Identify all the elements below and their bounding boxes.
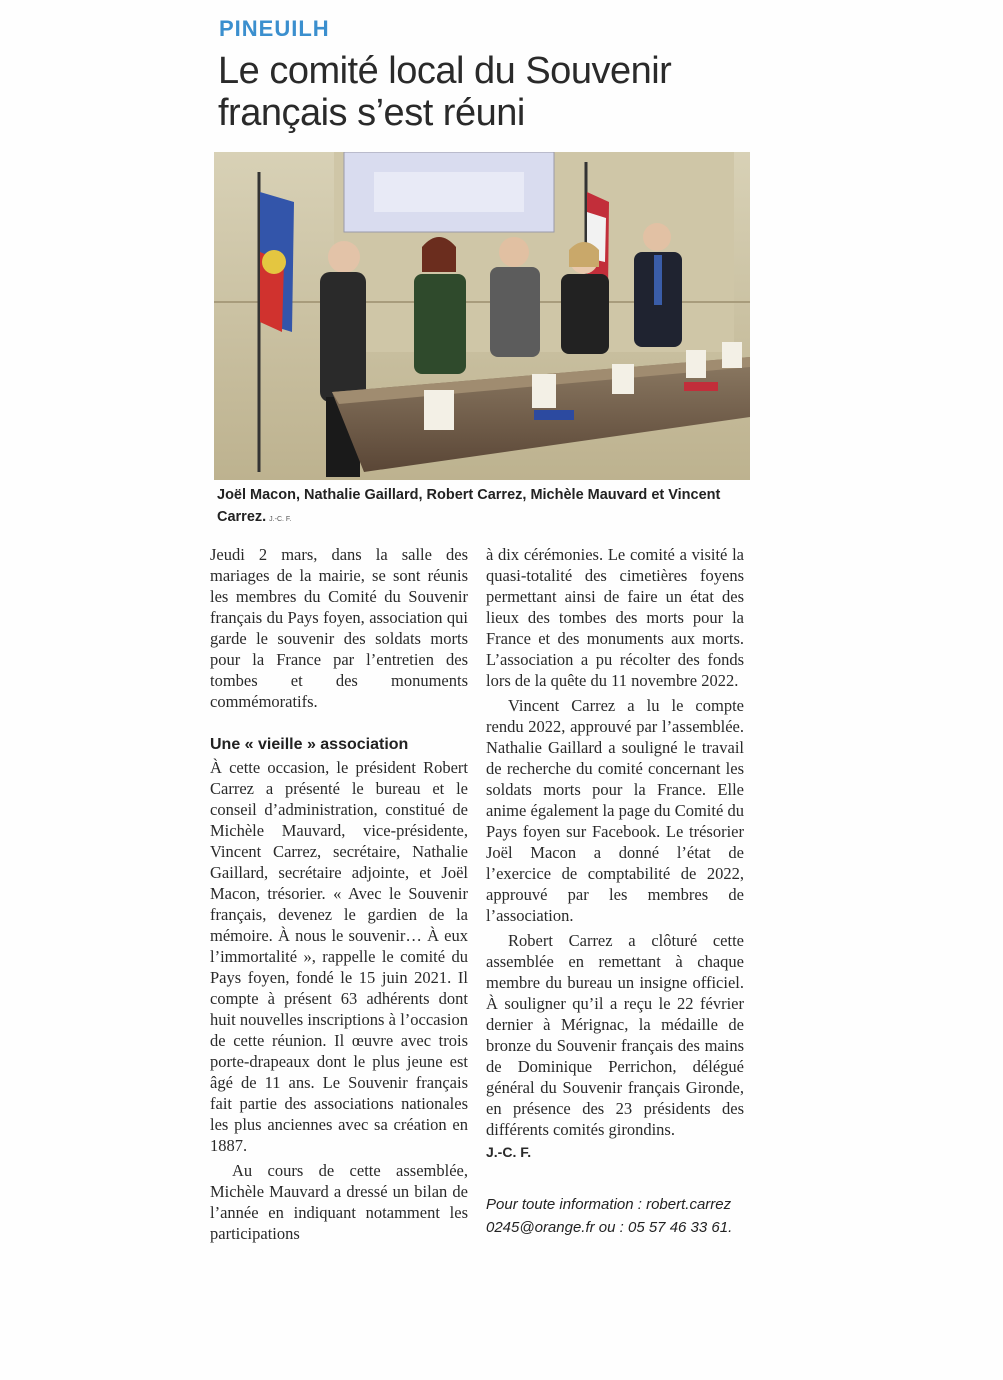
article-photo bbox=[214, 152, 750, 480]
photo-caption bbox=[217, 484, 757, 531]
article-paragraph: Au cours de cette assemblée, Michèle Mauvard a dressé un bilan de l’année en indiquant notamment les participations bbox=[210, 1161, 468, 1243]
article-column-right bbox=[486, 544, 744, 1239]
article-paragraph: Robert Carrez a clôturé cette assemblée en remettant à chaque membre du bureau un insigne officiel. À souligner qu’il a reçu le 22 février dernier à Mérignac, la médaille de bronze du Souvenir français des mains de Dominique Perrichon, délégué général du Souvenir français Gironde, en présence des 23 présidents des différents comités girondins. bbox=[486, 931, 744, 1139]
section-kicker: PINEUILH bbox=[219, 16, 330, 41]
caption-text: Joël Macon, Nathalie Gaillard, Robert Carrez, Michèle Mauvard et Vincent Carrez. bbox=[217, 487, 721, 525]
article-headline: Le comité local du Souvenir français s’est réuni bbox=[218, 50, 672, 134]
article-paragraph: Vincent Carrez a lu le compte rendu 2022, approuvé par l’assemblée. Nathalie Gaillard a souligné le travail de recherche du comité concernant les soldats morts pour la France. Elle anime également la page du Comité du Pays foyen sur Facebook. Le trésorier Joël Macon a donné l’état de l’exercice de comptabilité de 2022, approuvé par les membres de l’association. bbox=[486, 696, 744, 925]
article-subheading: Une « vieille » association bbox=[210, 736, 409, 753]
article-column-left bbox=[210, 544, 468, 1244]
article-signature: J.-C. F. bbox=[486, 1144, 532, 1160]
meeting-photo-illustration bbox=[214, 152, 750, 480]
photo-credit: J.-C. F. bbox=[269, 516, 292, 523]
contact-info: Pour toute information : robert.carrez 0245@orange.fr ou : 05 57 46 33 61. bbox=[486, 1196, 733, 1236]
article-paragraph-intro: Jeudi 2 mars, dans la salle des mariages de la mairie, se sont réunis les membres du Comité du Souvenir français du Pays foyen, association qui garde le souvenir des soldats morts pour la France par l’entretien des tombes et des monuments commémoratifs. bbox=[210, 545, 468, 711]
article-paragraph: à dix cérémonies. Le comité a visité la quasi-totalité des cimetières foyens permettant ainsi de faire un état des lieux des tombes des morts pour la France et des monuments aux morts. L’association a pu récolter des fonds lors de la quête du 11 novembre 2022. bbox=[486, 545, 744, 690]
article-paragraph: À cette occasion, le président Robert Carrez a présenté le bureau et le conseil d’administration, constitué de Michèle Mauvard, vice-présidente, Vincent Carrez, secrétaire, Nathalie Gaillard, secrétaire adjointe, et Joël Macon, trésorier. « Avec le Souvenir français, devenez le gardien de la mémoire. À nous le souvenir… À eux l’immortalité », rappelle le comité du Pays foyen, fondé le 15 juin 2021. Il compte à présent 63 adhérents dont huit nouvelles inscriptions à l’occasion de cette réunion. Il œuvre avec trois porte-drapeaux dont le plus jeune est âgé de 11 ans. Le Souvenir français fait partie des associations nationales les plus anciennes avec sa création en 1887. bbox=[210, 758, 468, 1155]
